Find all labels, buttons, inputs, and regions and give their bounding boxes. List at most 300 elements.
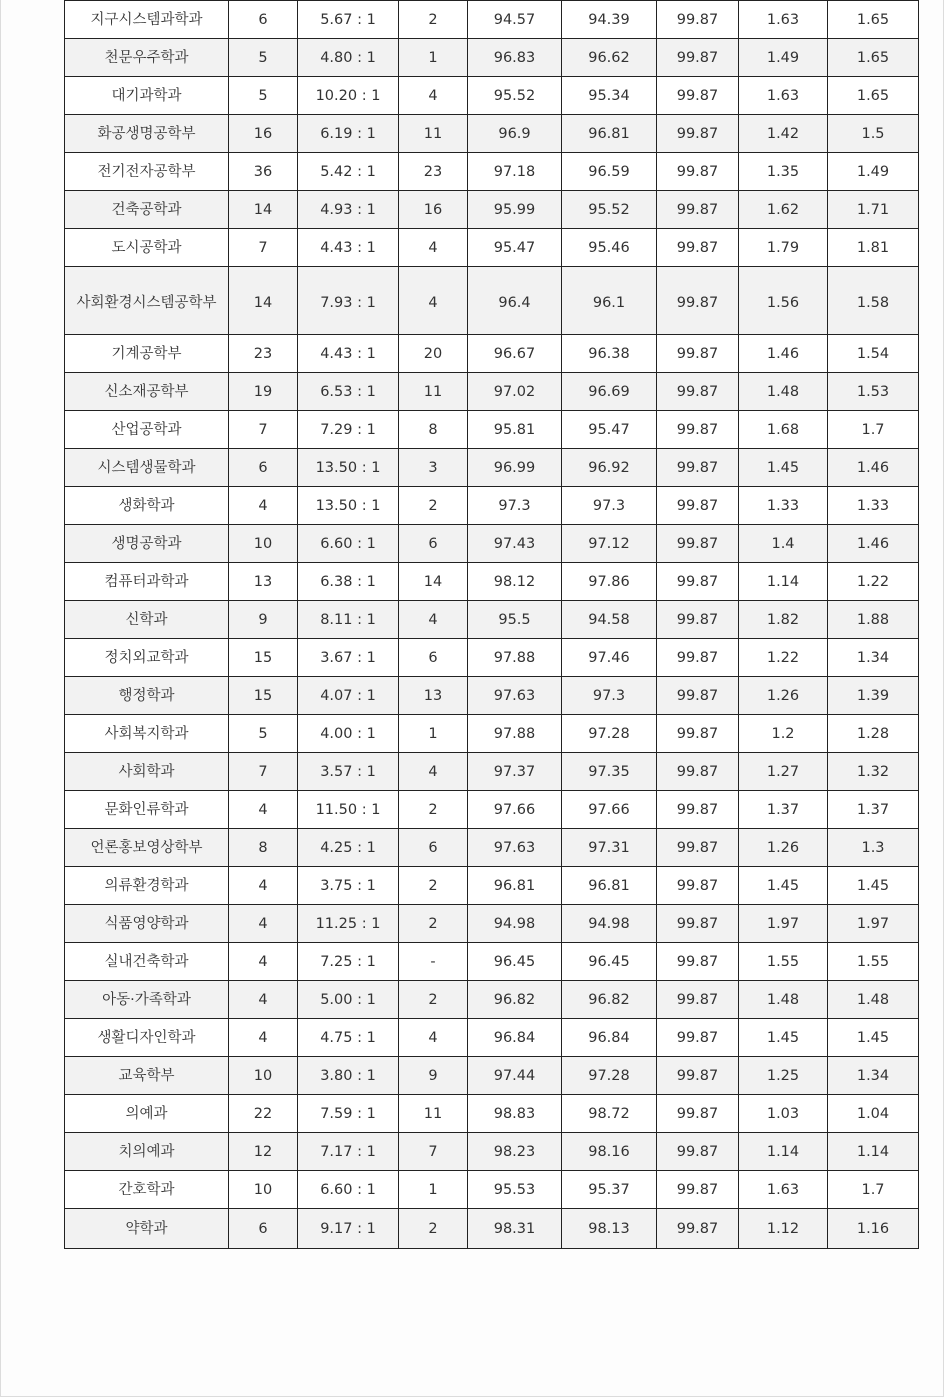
competition-ratio-cell: 8.11 : 1 xyxy=(298,601,399,639)
additional-pass-cell: 2 xyxy=(399,487,468,525)
grade-70-cell: 1.65 xyxy=(828,39,919,77)
table-row xyxy=(65,943,919,981)
score-50-cell: 96.9 xyxy=(468,115,562,153)
quota-cell: 7 xyxy=(229,411,298,449)
table-row xyxy=(65,153,919,191)
grade-70-cell: 1.58 xyxy=(828,267,919,335)
competition-ratio-cell: 7.59 : 1 xyxy=(298,1095,399,1133)
score-50-cell: 98.12 xyxy=(468,563,562,601)
table-row xyxy=(65,981,919,1019)
grade-70-cell: 1.7 xyxy=(828,411,919,449)
score-50-cell: 97.37 xyxy=(468,753,562,791)
grade-50-cell: 1.33 xyxy=(739,487,828,525)
quota-cell: 8 xyxy=(229,829,298,867)
score-max-cell: 99.87 xyxy=(657,1171,739,1209)
score-50-cell: 98.23 xyxy=(468,1133,562,1171)
quota-cell: 4 xyxy=(229,943,298,981)
score-70-cell: 97.3 xyxy=(562,677,657,715)
grade-50-cell: 1.26 xyxy=(739,677,828,715)
grade-50-cell: 1.22 xyxy=(739,639,828,677)
score-max-cell: 99.87 xyxy=(657,639,739,677)
grade-70-cell: 1.65 xyxy=(828,77,919,115)
department-cell: 사회학과 xyxy=(65,753,229,791)
grade-70-cell: 1.3 xyxy=(828,829,919,867)
quota-cell: 10 xyxy=(229,1057,298,1095)
score-50-cell: 96.83 xyxy=(468,39,562,77)
department-cell: 생화학과 xyxy=(65,487,229,525)
score-50-cell: 97.18 xyxy=(468,153,562,191)
score-max-cell: 99.87 xyxy=(657,267,739,335)
grade-50-cell: 1.79 xyxy=(739,229,828,267)
table-row xyxy=(65,1209,919,1249)
grade-50-cell: 1.2 xyxy=(739,715,828,753)
grade-50-cell: 1.12 xyxy=(739,1209,828,1249)
additional-pass-cell: 4 xyxy=(399,77,468,115)
score-50-cell: 94.57 xyxy=(468,1,562,39)
grade-70-cell: 1.54 xyxy=(828,335,919,373)
table-row xyxy=(65,115,919,153)
score-50-cell: 96.81 xyxy=(468,867,562,905)
score-max-cell: 99.87 xyxy=(657,1095,739,1133)
score-70-cell: 98.13 xyxy=(562,1209,657,1249)
additional-pass-cell: 4 xyxy=(399,753,468,791)
competition-ratio-cell: 3.75 : 1 xyxy=(298,867,399,905)
grade-50-cell: 1.27 xyxy=(739,753,828,791)
grade-50-cell: 1.14 xyxy=(739,563,828,601)
score-70-cell: 96.38 xyxy=(562,335,657,373)
department-cell: 컴퓨터과학과 xyxy=(65,563,229,601)
competition-ratio-cell: 11.50 : 1 xyxy=(298,791,399,829)
score-70-cell: 95.47 xyxy=(562,411,657,449)
score-50-cell: 94.98 xyxy=(468,905,562,943)
score-50-cell: 97.63 xyxy=(468,677,562,715)
competition-ratio-cell: 4.75 : 1 xyxy=(298,1019,399,1057)
score-70-cell: 96.1 xyxy=(562,267,657,335)
score-70-cell: 96.84 xyxy=(562,1019,657,1057)
grade-70-cell: 1.22 xyxy=(828,563,919,601)
department-cell: 식품영양학과 xyxy=(65,905,229,943)
table-row xyxy=(65,449,919,487)
score-50-cell: 97.3 xyxy=(468,487,562,525)
additional-pass-cell: 6 xyxy=(399,639,468,677)
department-cell: 기계공학부 xyxy=(65,335,229,373)
grade-70-cell: 1.88 xyxy=(828,601,919,639)
score-50-cell: 95.53 xyxy=(468,1171,562,1209)
quota-cell: 4 xyxy=(229,905,298,943)
score-max-cell: 99.87 xyxy=(657,191,739,229)
grade-50-cell: 1.55 xyxy=(739,943,828,981)
score-70-cell: 97.31 xyxy=(562,829,657,867)
score-50-cell: 95.52 xyxy=(468,77,562,115)
score-max-cell: 99.87 xyxy=(657,677,739,715)
grade-70-cell: 1.46 xyxy=(828,449,919,487)
additional-pass-cell: 11 xyxy=(399,373,468,411)
additional-pass-cell: 1 xyxy=(399,1171,468,1209)
grade-70-cell: 1.04 xyxy=(828,1095,919,1133)
additional-pass-cell: 8 xyxy=(399,411,468,449)
department-cell: 실내건축학과 xyxy=(65,943,229,981)
score-70-cell: 96.45 xyxy=(562,943,657,981)
score-70-cell: 94.39 xyxy=(562,1,657,39)
department-cell: 도시공학과 xyxy=(65,229,229,267)
quota-cell: 19 xyxy=(229,373,298,411)
table-row xyxy=(65,267,919,335)
competition-ratio-cell: 7.29 : 1 xyxy=(298,411,399,449)
grade-50-cell: 1.42 xyxy=(739,115,828,153)
competition-ratio-cell: 9.17 : 1 xyxy=(298,1209,399,1249)
score-50-cell: 97.88 xyxy=(468,715,562,753)
grade-70-cell: 1.55 xyxy=(828,943,919,981)
grade-50-cell: 1.62 xyxy=(739,191,828,229)
score-50-cell: 98.31 xyxy=(468,1209,562,1249)
quota-cell: 4 xyxy=(229,791,298,829)
grade-70-cell: 1.46 xyxy=(828,525,919,563)
score-70-cell: 94.98 xyxy=(562,905,657,943)
grade-70-cell: 1.65 xyxy=(828,1,919,39)
quota-cell: 5 xyxy=(229,715,298,753)
additional-pass-cell: 2 xyxy=(399,905,468,943)
department-cell: 치의예과 xyxy=(65,1133,229,1171)
table-row xyxy=(65,905,919,943)
department-cell: 산업공학과 xyxy=(65,411,229,449)
quota-cell: 4 xyxy=(229,867,298,905)
competition-ratio-cell: 6.60 : 1 xyxy=(298,1171,399,1209)
score-max-cell: 99.87 xyxy=(657,1209,739,1249)
score-max-cell: 99.87 xyxy=(657,487,739,525)
score-max-cell: 99.87 xyxy=(657,715,739,753)
grade-70-cell: 1.71 xyxy=(828,191,919,229)
quota-cell: 5 xyxy=(229,39,298,77)
grade-50-cell: 1.63 xyxy=(739,77,828,115)
additional-pass-cell: 9 xyxy=(399,1057,468,1095)
table-row xyxy=(65,601,919,639)
quota-cell: 16 xyxy=(229,115,298,153)
score-50-cell: 96.99 xyxy=(468,449,562,487)
grade-70-cell: 1.32 xyxy=(828,753,919,791)
grade-70-cell: 1.7 xyxy=(828,1171,919,1209)
grade-50-cell: 1.48 xyxy=(739,981,828,1019)
department-cell: 사회환경시스템공학부 xyxy=(65,267,229,335)
quota-cell: 12 xyxy=(229,1133,298,1171)
competition-ratio-cell: 5.00 : 1 xyxy=(298,981,399,1019)
table-row xyxy=(65,563,919,601)
department-cell: 문화인류학과 xyxy=(65,791,229,829)
quota-cell: 4 xyxy=(229,981,298,1019)
table-row xyxy=(65,39,919,77)
table-row xyxy=(65,191,919,229)
department-cell: 생명공학과 xyxy=(65,525,229,563)
quota-cell: 4 xyxy=(229,1019,298,1057)
table-row xyxy=(65,77,919,115)
grade-50-cell: 1.45 xyxy=(739,449,828,487)
competition-ratio-cell: 13.50 : 1 xyxy=(298,487,399,525)
quota-cell: 14 xyxy=(229,191,298,229)
table-row xyxy=(65,715,919,753)
grade-70-cell: 1.14 xyxy=(828,1133,919,1171)
additional-pass-cell: 13 xyxy=(399,677,468,715)
department-cell: 행정학과 xyxy=(65,677,229,715)
table-row xyxy=(65,1019,919,1057)
score-70-cell: 96.81 xyxy=(562,115,657,153)
competition-ratio-cell: 4.00 : 1 xyxy=(298,715,399,753)
score-70-cell: 96.82 xyxy=(562,981,657,1019)
score-70-cell: 96.59 xyxy=(562,153,657,191)
grade-50-cell: 1.82 xyxy=(739,601,828,639)
additional-pass-cell: 3 xyxy=(399,449,468,487)
grade-70-cell: 1.28 xyxy=(828,715,919,753)
score-70-cell: 98.16 xyxy=(562,1133,657,1171)
department-cell: 천문우주학과 xyxy=(65,39,229,77)
department-cell: 생활디자인학과 xyxy=(65,1019,229,1057)
competition-ratio-cell: 6.38 : 1 xyxy=(298,563,399,601)
score-max-cell: 99.87 xyxy=(657,1019,739,1057)
score-max-cell: 99.87 xyxy=(657,905,739,943)
quota-cell: 6 xyxy=(229,449,298,487)
table-row xyxy=(65,829,919,867)
additional-pass-cell: 14 xyxy=(399,563,468,601)
score-70-cell: 97.35 xyxy=(562,753,657,791)
grade-70-cell: 1.16 xyxy=(828,1209,919,1249)
grade-50-cell: 1.25 xyxy=(739,1057,828,1095)
score-50-cell: 96.82 xyxy=(468,981,562,1019)
department-cell: 정치외교학과 xyxy=(65,639,229,677)
department-cell: 시스템생물학과 xyxy=(65,449,229,487)
additional-pass-cell: 1 xyxy=(399,715,468,753)
score-70-cell: 95.37 xyxy=(562,1171,657,1209)
score-max-cell: 99.87 xyxy=(657,115,739,153)
competition-ratio-cell: 6.53 : 1 xyxy=(298,373,399,411)
score-50-cell: 97.43 xyxy=(468,525,562,563)
score-max-cell: 99.87 xyxy=(657,39,739,77)
grade-50-cell: 1.63 xyxy=(739,1171,828,1209)
score-max-cell: 99.87 xyxy=(657,791,739,829)
quota-cell: 36 xyxy=(229,153,298,191)
grade-70-cell: 1.45 xyxy=(828,1019,919,1057)
department-cell: 간호학과 xyxy=(65,1171,229,1209)
department-cell: 건축공학과 xyxy=(65,191,229,229)
score-70-cell: 96.62 xyxy=(562,39,657,77)
quota-cell: 22 xyxy=(229,1095,298,1133)
competition-ratio-cell: 10.20 : 1 xyxy=(298,77,399,115)
score-max-cell: 99.87 xyxy=(657,1057,739,1095)
table-row xyxy=(65,1171,919,1209)
score-70-cell: 96.92 xyxy=(562,449,657,487)
competition-ratio-cell: 3.57 : 1 xyxy=(298,753,399,791)
score-50-cell: 96.67 xyxy=(468,335,562,373)
score-70-cell: 96.69 xyxy=(562,373,657,411)
score-max-cell: 99.87 xyxy=(657,829,739,867)
grade-70-cell: 1.97 xyxy=(828,905,919,943)
grade-50-cell: 1.14 xyxy=(739,1133,828,1171)
quota-cell: 14 xyxy=(229,267,298,335)
grade-50-cell: 1.03 xyxy=(739,1095,828,1133)
score-50-cell: 98.83 xyxy=(468,1095,562,1133)
score-70-cell: 97.28 xyxy=(562,1057,657,1095)
grade-70-cell: 1.37 xyxy=(828,791,919,829)
quota-cell: 15 xyxy=(229,677,298,715)
table-row xyxy=(65,1057,919,1095)
score-max-cell: 99.87 xyxy=(657,411,739,449)
quota-cell: 9 xyxy=(229,601,298,639)
score-max-cell: 99.87 xyxy=(657,943,739,981)
additional-pass-cell: 16 xyxy=(399,191,468,229)
additional-pass-cell: 2 xyxy=(399,1209,468,1249)
department-cell: 약학과 xyxy=(65,1209,229,1249)
quota-cell: 4 xyxy=(229,487,298,525)
additional-pass-cell: 6 xyxy=(399,829,468,867)
department-cell: 교육학부 xyxy=(65,1057,229,1095)
score-70-cell: 97.66 xyxy=(562,791,657,829)
quota-cell: 10 xyxy=(229,1171,298,1209)
grade-70-cell: 1.53 xyxy=(828,373,919,411)
grade-50-cell: 1.56 xyxy=(739,267,828,335)
score-50-cell: 97.44 xyxy=(468,1057,562,1095)
department-cell: 대기과학과 xyxy=(65,77,229,115)
competition-ratio-cell: 7.25 : 1 xyxy=(298,943,399,981)
score-50-cell: 96.84 xyxy=(468,1019,562,1057)
grade-50-cell: 1.35 xyxy=(739,153,828,191)
additional-pass-cell: 23 xyxy=(399,153,468,191)
score-max-cell: 99.87 xyxy=(657,373,739,411)
score-70-cell: 94.58 xyxy=(562,601,657,639)
score-50-cell: 96.4 xyxy=(468,267,562,335)
additional-pass-cell: 11 xyxy=(399,115,468,153)
additional-pass-cell: 20 xyxy=(399,335,468,373)
score-50-cell: 95.99 xyxy=(468,191,562,229)
additional-pass-cell: 1 xyxy=(399,39,468,77)
competition-ratio-cell: 4.43 : 1 xyxy=(298,229,399,267)
additional-pass-cell: 2 xyxy=(399,867,468,905)
grade-50-cell: 1.45 xyxy=(739,867,828,905)
quota-cell: 6 xyxy=(229,1209,298,1249)
score-max-cell: 99.87 xyxy=(657,1,739,39)
department-cell: 아동·가족학과 xyxy=(65,981,229,1019)
additional-pass-cell: 4 xyxy=(399,601,468,639)
additional-pass-cell: 6 xyxy=(399,525,468,563)
score-max-cell: 99.87 xyxy=(657,1133,739,1171)
score-50-cell: 95.47 xyxy=(468,229,562,267)
score-50-cell: 97.63 xyxy=(468,829,562,867)
department-cell: 의류환경학과 xyxy=(65,867,229,905)
competition-ratio-cell: 3.67 : 1 xyxy=(298,639,399,677)
admission-results-table xyxy=(64,0,919,1249)
table-body xyxy=(65,1,919,1249)
score-50-cell: 97.88 xyxy=(468,639,562,677)
grade-50-cell: 1.46 xyxy=(739,335,828,373)
competition-ratio-cell: 4.25 : 1 xyxy=(298,829,399,867)
grade-50-cell: 1.48 xyxy=(739,373,828,411)
additional-pass-cell: 2 xyxy=(399,1,468,39)
score-70-cell: 95.46 xyxy=(562,229,657,267)
score-50-cell: 95.81 xyxy=(468,411,562,449)
score-70-cell: 96.81 xyxy=(562,867,657,905)
table-row xyxy=(65,1095,919,1133)
competition-ratio-cell: 11.25 : 1 xyxy=(298,905,399,943)
quota-cell: 7 xyxy=(229,753,298,791)
score-max-cell: 99.87 xyxy=(657,525,739,563)
additional-pass-cell: 2 xyxy=(399,791,468,829)
competition-ratio-cell: 3.80 : 1 xyxy=(298,1057,399,1095)
additional-pass-cell: 11 xyxy=(399,1095,468,1133)
score-70-cell: 95.52 xyxy=(562,191,657,229)
quota-cell: 7 xyxy=(229,229,298,267)
table-row xyxy=(65,791,919,829)
grade-70-cell: 1.34 xyxy=(828,639,919,677)
score-max-cell: 99.87 xyxy=(657,229,739,267)
score-max-cell: 99.87 xyxy=(657,449,739,487)
grade-70-cell: 1.5 xyxy=(828,115,919,153)
competition-ratio-cell: 4.43 : 1 xyxy=(298,335,399,373)
grade-70-cell: 1.39 xyxy=(828,677,919,715)
table-row xyxy=(65,487,919,525)
table-row xyxy=(65,335,919,373)
score-max-cell: 99.87 xyxy=(657,77,739,115)
score-max-cell: 99.87 xyxy=(657,753,739,791)
score-50-cell: 97.66 xyxy=(468,791,562,829)
department-cell: 신소재공학부 xyxy=(65,373,229,411)
score-50-cell: 97.02 xyxy=(468,373,562,411)
quota-cell: 5 xyxy=(229,77,298,115)
department-cell: 사회복지학과 xyxy=(65,715,229,753)
grade-70-cell: 1.33 xyxy=(828,487,919,525)
score-70-cell: 97.12 xyxy=(562,525,657,563)
quota-cell: 10 xyxy=(229,525,298,563)
competition-ratio-cell: 4.07 : 1 xyxy=(298,677,399,715)
table-row xyxy=(65,411,919,449)
score-70-cell: 95.34 xyxy=(562,77,657,115)
table-row xyxy=(65,229,919,267)
competition-ratio-cell: 4.93 : 1 xyxy=(298,191,399,229)
grade-70-cell: 1.81 xyxy=(828,229,919,267)
score-max-cell: 99.87 xyxy=(657,153,739,191)
grade-70-cell: 1.34 xyxy=(828,1057,919,1095)
department-cell: 언론홍보영상학부 xyxy=(65,829,229,867)
table-row xyxy=(65,753,919,791)
score-70-cell: 97.3 xyxy=(562,487,657,525)
score-70-cell: 97.46 xyxy=(562,639,657,677)
grade-50-cell: 1.26 xyxy=(739,829,828,867)
grade-50-cell: 1.37 xyxy=(739,791,828,829)
competition-ratio-cell: 6.19 : 1 xyxy=(298,115,399,153)
department-cell: 의예과 xyxy=(65,1095,229,1133)
score-50-cell: 96.45 xyxy=(468,943,562,981)
score-70-cell: 97.86 xyxy=(562,563,657,601)
table-row xyxy=(65,867,919,905)
grade-50-cell: 1.4 xyxy=(739,525,828,563)
additional-pass-cell: 4 xyxy=(399,267,468,335)
quota-cell: 6 xyxy=(229,1,298,39)
department-cell: 전기전자공학부 xyxy=(65,153,229,191)
quota-cell: 15 xyxy=(229,639,298,677)
score-70-cell: 98.72 xyxy=(562,1095,657,1133)
score-70-cell: 97.28 xyxy=(562,715,657,753)
score-max-cell: 99.87 xyxy=(657,867,739,905)
department-cell: 신학과 xyxy=(65,601,229,639)
grade-50-cell: 1.68 xyxy=(739,411,828,449)
table-row xyxy=(65,1133,919,1171)
additional-pass-cell: 4 xyxy=(399,1019,468,1057)
competition-ratio-cell: 7.93 : 1 xyxy=(298,267,399,335)
additional-pass-cell: - xyxy=(399,943,468,981)
score-max-cell: 99.87 xyxy=(657,335,739,373)
score-max-cell: 99.87 xyxy=(657,563,739,601)
score-max-cell: 99.87 xyxy=(657,601,739,639)
competition-ratio-cell: 6.60 : 1 xyxy=(298,525,399,563)
competition-ratio-cell: 13.50 : 1 xyxy=(298,449,399,487)
grade-70-cell: 1.49 xyxy=(828,153,919,191)
table-row xyxy=(65,373,919,411)
additional-pass-cell: 4 xyxy=(399,229,468,267)
